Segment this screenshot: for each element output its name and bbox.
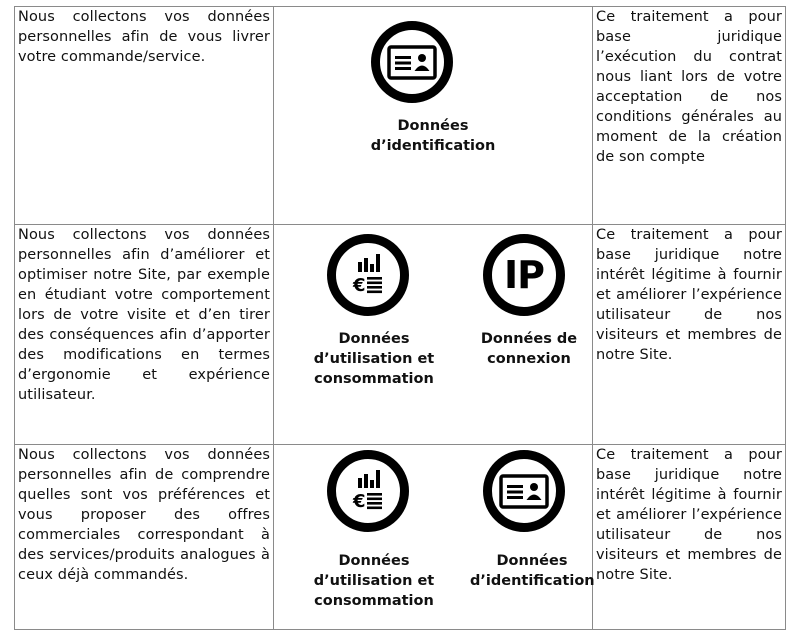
legal-basis-text: Ce traitement a pour base juridique notre intérêt légitime à fournir et améliorer l’expérience utilisateur de nos visiteurs et membres de notre Site. (596, 227, 782, 363)
legal-basis-cell (593, 445, 786, 630)
data-type-label: Données d’identification (370, 118, 496, 154)
svg-text:€: € (353, 275, 366, 296)
data-type-label: Données d’identification (470, 553, 595, 589)
data-type-label: Données de connexion (480, 331, 578, 367)
purpose-text: Nous collectons vos données personnelles afin de comprendre quelles sont vos préférences et vous proposer des offres commerciales correspondant à des services/produits analogues à ceux déjà commandés. (18, 447, 270, 583)
legal-basis-cell (593, 7, 786, 225)
legal-basis-text: Ce traitement a pour base juridique notre intérêt légitime à fournir et améliorer l’expérience utilisateur de nos visiteurs et membres de notre Site. (596, 447, 782, 583)
data-type-label: Données d’utilisation et consommation (313, 331, 435, 387)
purpose-text: Nous collectons vos données personnelles afin d’améliorer et optimiser notre Site, par exemple en étudiant votre comportement lors de votre visite et d’en tirer des conséquences afin d’apporter des modifications en termes d’ergonomie et expérience utilisateur. (18, 227, 270, 403)
usage-consumption-icon (327, 234, 409, 316)
table-row (15, 445, 786, 630)
table-row (15, 7, 786, 225)
usage-consumption-icon (327, 450, 409, 532)
purpose-cell (15, 445, 274, 630)
data-type-label: Données d’utilisation et consommation (313, 553, 435, 609)
ip-icon: IP (483, 234, 565, 316)
table-row (15, 225, 786, 445)
purpose-cell (15, 7, 274, 225)
id-card-icon (371, 21, 453, 103)
purpose-text: Nous collectons vos données personnelles afin de vous livrer votre commande/service. (18, 9, 270, 65)
id-card-icon (483, 450, 565, 532)
data-type-cell (274, 7, 593, 225)
data-type-cell (274, 445, 593, 630)
data-type-cell (274, 225, 593, 445)
purpose-cell (15, 225, 274, 445)
legal-basis-text: Ce traitement a pour base juridique l’exécution du contrat nous liant lors de votre acceptation de nos conditions générales au moment de la création de son compte (596, 9, 782, 165)
legal-basis-cell (593, 225, 786, 445)
data-processing-table (14, 6, 786, 630)
svg-text:€: € (353, 491, 366, 512)
